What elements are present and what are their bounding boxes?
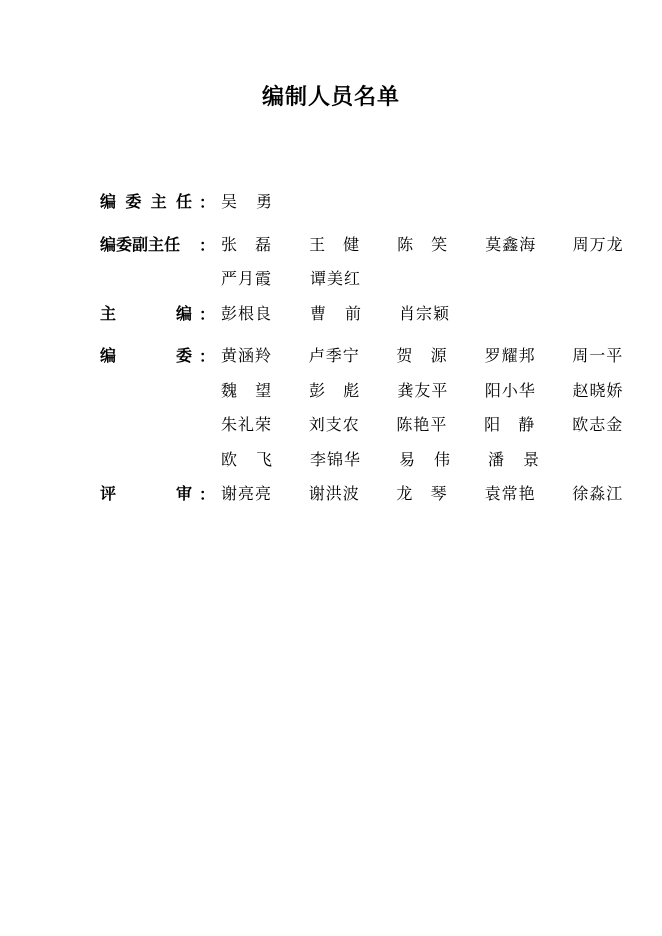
role-colon: ： (199, 235, 216, 255)
role-label-char: 主 (150, 192, 167, 211)
role-label-char: 委 (125, 192, 142, 211)
staff-name: 王 健 (309, 234, 361, 254)
staff-name: 陈 笑 (397, 234, 449, 254)
staff-name: 徐淼江 (572, 484, 624, 503)
staff-name: 彭根良 (221, 303, 273, 323)
role-label-char: 主 (100, 303, 117, 323)
staff-name: 李锦华 (310, 449, 362, 469)
role-label-char: 编 (100, 234, 117, 254)
role-label-char: 编 (175, 303, 192, 323)
staff-name: 谢洪波 (308, 484, 360, 503)
role-label (100, 233, 192, 257)
name-row (221, 448, 660, 483)
staff-name: 吴 勇 (221, 192, 273, 211)
name-row (221, 233, 660, 268)
staff-name: 严月霞 (221, 269, 273, 288)
role-label-char: 副 (132, 234, 149, 254)
role-section (100, 190, 660, 225)
role-label (100, 344, 192, 368)
staff-roster (100, 190, 660, 517)
name-row (221, 482, 660, 517)
page-title: 编制人员名单 (261, 85, 400, 110)
staff-name: 卢季宁 (308, 346, 360, 365)
name-row (221, 344, 660, 379)
staff-name: 张 磊 (221, 234, 273, 254)
role-label (100, 190, 192, 214)
staff-name: 阳 静 (484, 415, 536, 434)
role-label-char: 任 (175, 192, 192, 211)
staff-name: 阳小华 (484, 380, 536, 400)
staff-name: 周万龙 (572, 234, 624, 254)
staff-name: 谢亮亮 (221, 484, 273, 503)
role-section (100, 233, 660, 302)
name-row (221, 267, 660, 302)
staff-name: 彭 彪 (309, 380, 361, 400)
staff-name: 莫鑫海 (485, 234, 537, 254)
role-label-char: 委 (116, 234, 133, 254)
role-colon: ： (199, 347, 216, 366)
staff-name: 赵晓娇 (572, 380, 624, 400)
staff-name: 肖宗颖 (399, 303, 451, 323)
role-label-char: 编 (100, 192, 117, 211)
staff-name: 罗耀邦 (484, 346, 536, 365)
staff-name: 欧 飞 (221, 449, 273, 469)
staff-name: 贺 源 (396, 346, 448, 365)
role-label (100, 482, 192, 506)
role-label-char: 任 (164, 234, 181, 254)
staff-name: 袁常艳 (484, 484, 536, 503)
role-section (100, 482, 660, 517)
staff-name: 龙 琴 (396, 484, 448, 503)
name-row (221, 379, 660, 414)
role-label (100, 302, 192, 326)
staff-name: 曹 前 (310, 303, 362, 323)
staff-name: 龚友平 (397, 380, 449, 400)
name-row (221, 302, 660, 337)
role-label-char: 评 (100, 484, 117, 503)
role-label-char: 审 (175, 484, 192, 503)
staff-name: 周一平 (572, 346, 624, 365)
role-colon: ： (199, 193, 216, 212)
role-section (100, 344, 660, 482)
role-label-char: 委 (175, 346, 192, 365)
staff-name: 陈艳平 (396, 415, 448, 434)
staff-name: 易 伟 (399, 449, 451, 469)
role-section (100, 302, 660, 337)
name-row (221, 190, 660, 225)
role-colon: ： (199, 485, 216, 504)
staff-name: 魏 望 (221, 380, 273, 400)
role-label-char: 编 (100, 346, 117, 365)
staff-name: 欧志金 (572, 415, 624, 434)
staff-name: 潘 景 (488, 449, 540, 469)
staff-name: 黄涵羚 (221, 346, 273, 365)
role-colon: ： (199, 304, 216, 324)
staff-name: 朱礼荣 (221, 415, 273, 434)
staff-name: 谭美红 (310, 269, 362, 288)
name-row (221, 413, 660, 448)
staff-name: 刘支农 (308, 415, 360, 434)
role-label-char: 主 (148, 234, 165, 254)
